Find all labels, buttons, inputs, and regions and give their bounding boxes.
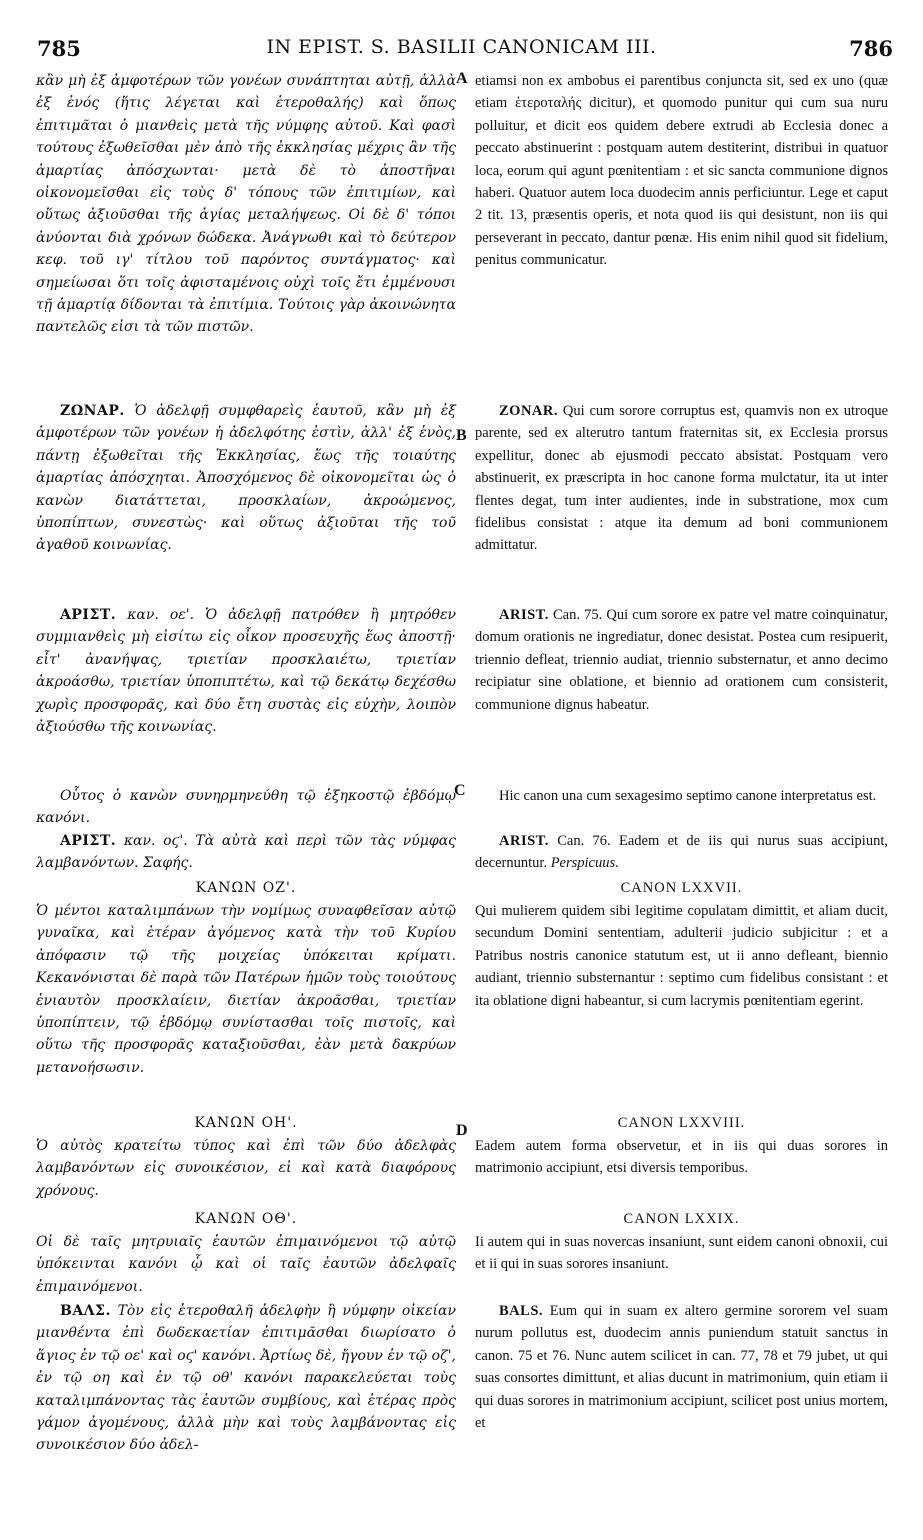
latin-canon-77-text: Qui mulierem quidem sibi legitime copulatam dimittit, et aliam ducit, secundum Domini sententiam, adulterii judicio subjicitur : et a Patribus nostris canonice statutum est, ut ii anno defleant, biennio audiant, triennio substernantur : septimo cum fidelibus consistant : et ita oblatione digni habeantur, si cum lacrymis pœnitentiam egerint. <box>475 903 888 1009</box>
greek-column <box>36 70 456 1530</box>
latin-note: Hic canon una cum sexagesimo septimo canone interpretatus est. <box>499 788 877 804</box>
greek-zonaras-text: Ὁ ἀδελφῇ συμφθαρεὶς ἑαυτοῦ, κἂν μὴ ἐξ ἀμφοτέρων τῶν γονέων ἡ ἀδελφότης ἐστὶν, ἀλλ' ἐξ ἑνὸς, πάντῃ ἐξωθεῖται τῆς Ἐκκλησίας, ἕως τῆς τοιαύτης ἁμαρτίας ἀπόσχηται. Ἀποσχόμενος δὲ οἰκονομεῖται ὡς ὁ κανὼν διατάττεται, προσκλαίων, ἀκροώμενος, ὑποπίπτων, συνεστὼς· καὶ οὕτως ἀξιοῦται τῆς τοῦ ἀγαθοῦ κοινωνίας. <box>36 403 456 554</box>
latin-zonaras-text: Qui cum sorore corruptus est, quamvis non ex utroque parente, sed ex alterutro tantum fraternitas sit, ex Ecclesia prorsus expellitur, donec ab ejusmodi peccato absistat. Postquam vero abstinuerit, ex præscripta in hoc canone forma mulctatur, ita ut inter flentes degat, tum inter audientes, inde in substratione, mox cum fidelibus consistat : atque ita demum ad boni communionem admittatur. <box>475 403 889 554</box>
greek-aristenus-76-label: ΑΡΙΣΤ. <box>60 833 117 849</box>
latin-aristenus-76-paragraph <box>475 830 888 875</box>
running-title: IN EPIST. S. BASILII CANONICAM III. <box>266 36 657 58</box>
page-number-left: 785 <box>37 36 81 61</box>
latin-column <box>475 70 888 1530</box>
greek-canon-77-text: Ὁ μέντοι καταλιμπάνων τὴν νομίμως συναφθεῖσαν αὐτῷ γυναῖκα, καὶ ἑτέραν ἀγόμενος κατὰ τὴν τοῦ Κυρίου ἀπόφασιν τῷ τῆς μοιχείας ὑπόκειται κρίματι. Κεκανόνισται δὲ παρὰ τῶν Πατέρων ἡμῶν τοὺς τοιούτους ἐνιαυτὸν προσκλαίειν, διετίαν ἀκροᾶσθαι, τριετίαν ὑποπίπτειν, τῷ ἑβδόμῳ συνίστασθαι τοῖς πιστοῖς, καὶ οὕτω τῆς προσφορᾶς καταξιοῦσθαι, ἐὰν μετὰ δακρύων μετανοήσωσιν. <box>36 903 456 1076</box>
greek-aristenus-75-label: ΑΡΙΣΤ. <box>60 607 117 623</box>
greek-zonaras-paragraph <box>36 400 456 557</box>
greek-aristenus-75-paragraph <box>36 604 456 738</box>
greek-canon-77-heading: ΚΑΝΩΝ ΟΖ'. <box>195 880 297 896</box>
latin-aristenus-76-perspicuus: Perspicuus. <box>550 855 619 872</box>
page-header <box>0 36 923 66</box>
latin-canon-79-text: Ii autem qui in suas novercas insaniunt, sunt eidem canoni obnoxii, cui et ii qui in suas sorores insaniunt. <box>475 1234 888 1273</box>
latin-balsamon-label: BALS. <box>499 1303 544 1319</box>
latin-zonaras-label: ZONAR. <box>499 403 558 419</box>
latin-paragraph-intro: etiamsi non ex ambobus ei parentibus conjuncta sit, sed ex uno (quæ etiam ἑτεροταλής dicitur), et quomodo punitur qui cum sua nuru polluitur, et dicit eos quidem debere extrudi ab Ecclesia donec a peccato abstinuerint : postquam autem destiterint, distribui in quatuor loca, eorum qui agunt pœnitentiam : et sic sancta communione dignos haberi. Quatuor autem loca duodecim annis perficiuntur. Lege et caput 2 tit. 13, præsentis operis, et nota quod iis qui desistunt, non iis qui perseverant in peccato, dantur pœnæ. His enim nihil quod sit fidelium, penitus communicatur. <box>475 73 888 269</box>
latin-aristenus-76-label: ARIST. <box>499 833 549 849</box>
latin-aristenus-76-text: Can. 76. Eadem et de iis qui nurus suas accipiunt, decernuntur. <box>475 833 888 872</box>
greek-aristenus-76-text: καν. οϛ'. Τὰ αὐτὰ καὶ περὶ τῶν τὰς νύμφας λαμβανόντων. Σαφής. <box>36 833 456 872</box>
latin-aristenus-75-text: Can. 75. Qui cum sorore ex patre vel matre coinquinatur, domum orationis ne ingrediatur, donec desistat. Postea cum resipuerit, triennio defleat, triennio audiat, triennio substernatur, et anno decimo recipiatur sine oblatione, et biennio ad orationem cum consisterit, communione dignus habeatur. <box>475 607 888 713</box>
latin-canon-78-heading: CANON LXXVIII. <box>617 1115 746 1131</box>
greek-canon-78-text: Ὁ αὐτὸς κρατείτω τύπος καὶ ἐπὶ τῶν δύο ἀδελφὰς λαμβανόντων εἰς συνοικέσιον, εἰ καὶ κατὰ διαφόρους χρόνους. <box>36 1138 456 1199</box>
margin-marker-c: C <box>454 782 466 799</box>
greek-paragraph-intro: κἂν μὴ ἐξ ἀμφοτέρων τῶν γονέων συνάπτηται αὐτῇ, ἀλλὰ ἐξ ἑνός (ἥτις λέγεται καὶ ἑτεροθαλής) καὶ ὅπως ἐπιτιμᾶται ὁ μιανθεὶς μετὰ τῆς νύμφης αὐτοῦ. Καὶ φασὶ τούτους ἐξωθεῖσθαι μὲν ἀπὸ τῆς ἐκκλησίας μέχρις ἂν τῆς ἁμαρτίας ἀπόσχωνται· μετὰ δὲ τὸ ἀποστῆναι οἰκονομεῖσθαι εἰς τοὺς δ' τόπους τῶν ἐπιτιμίων, καὶ οὕτως ἀξιοῦσθαι τῆς ἁγίας μεταλήψεως. Οἱ δὲ δ' τόποι ἀνύονται διὰ χρόνων δώδεκα. Ἀνάγνωθι καὶ τὸ δεύτερον κεφ. τοῦ ιγ' τίτλου τοῦ παρόντος συντάγματος· καὶ σημείωσαι ὅτι τοῖς ἀφισταμένοις οὐχὶ τοῖς ἔτι ἐμμένουσι τῇ ἁμαρτίᾳ δίδονται τὰ ἐπιτίμια. Τούτοις γὰρ ἀκοινώνητα παντελῶς εἰσι τὰ τῶν πιστῶν. <box>36 73 456 336</box>
latin-canon-77-heading: CANON LXXVII. <box>620 880 743 896</box>
greek-balsamon-paragraph <box>36 1300 456 1457</box>
margin-marker-d: D <box>456 1122 468 1139</box>
greek-aristenus-75-text: καν. οε'. Ὁ ἀδελφῇ πατρόθεν ἢ μητρόθεν συμμιανθεὶς μὴ εἰσίτω εἰς οἶκον προσευχῆς ἕως ἀποστῇ· εἶτ' ἀνανήψας, τριετίαν προσκλαιέτω, τριετίαν ἀκροάσθω, τριετίαν ὑποπιπτέτω, καὶ τῷ δεκάτῳ δεχέσθω χωρὶς προσφορᾶς, καὶ δύο ἔτη συστὰς εἰς εὐχὴν, λοιπὸν ἀξιούσθω τῆς κοινωνίας. <box>36 607 456 736</box>
latin-balsamon-paragraph <box>475 1300 888 1434</box>
greek-note: Οὗτος ὁ κανὼν συνηρμηνεύθη τῷ ἑξηκοστῷ ἑβδόμῳ κανόνι. <box>36 788 456 827</box>
greek-zonaras-label: ΖΩΝΑΡ. <box>60 403 125 419</box>
margin-marker-b: B <box>456 427 467 444</box>
greek-balsamon-text: Τὸν εἰς ἑτεροθαλῆ ἀδελφὴν ἢ νύμφην οἰκείαν μιανθέντα ἐπὶ δωδεκαετίαν ἐπιτιμᾶσθαι διωρίσατο ὁ ἅγιος ἐν τῷ οε' καὶ οϛ' κανόνι. Ἀρτίως δὲ, ἤγουν ἐν τῷ οζ', ἐν τῷ οη καὶ ἐν τῷ οθ' κανόνι παρακελεύεται τοὺς καταλιμπάνοντας τὰς ἑαυτῶν συμβίους, καὶ ἑτέρας πρὸς γάμον ἀγομένους, ἀλλὰ μὴν καὶ τοὺς λαμβάνοντας εἰς συνοικέσιον δύο ἀδελ- <box>36 1303 457 1454</box>
page-number-right: 786 <box>849 36 893 61</box>
greek-canon-78-heading: ΚΑΝΩΝ ΟΗ'. <box>194 1115 298 1131</box>
latin-aristenus-75-label: ARIST. <box>499 607 549 623</box>
margin-marker-a: A <box>456 70 468 87</box>
greek-canon-79-heading: ΚΑΝΩΝ ΟΘ'. <box>194 1211 298 1227</box>
latin-canon-79-heading: CANON LXXIX. <box>623 1211 740 1227</box>
latin-balsamon-text: Eum qui in suam ex altero germine sororem vel suam nurum pollutus est, duodecim annis puniendum statuit sanctus in canon. 75 et 76. Nunc autem scilicet in can. 77, 78 et 79 jubet, ut qui suas consortes dimittunt, et alias ducunt in matrimonium, quin etiam ii qui duas sorores in matrimonium accipiunt, scilicet post unius mortem, et <box>475 1303 888 1432</box>
latin-zonaras-paragraph <box>475 400 888 557</box>
latin-canon-78-text: Eadem autem forma observetur, et in iis qui duas sorores in matrimonio accipiunt, etsi diversis temporibus. <box>475 1138 888 1177</box>
latin-aristenus-75-paragraph <box>475 604 888 716</box>
greek-aristenus-76-paragraph <box>36 830 456 875</box>
greek-canon-79-text: Οἱ δὲ ταῖς μητρυιαῖς ἑαυτῶν ἐπιμαινόμενοι τῷ αὐτῷ ὑπόκεινται κανόνι ᾧ καὶ οἱ ταῖς ἑαυτῶν ἀδελφαῖς ἐπιμαινόμενοι. <box>36 1234 456 1295</box>
greek-balsamon-label: ΒΑΛΣ. <box>60 1303 111 1319</box>
